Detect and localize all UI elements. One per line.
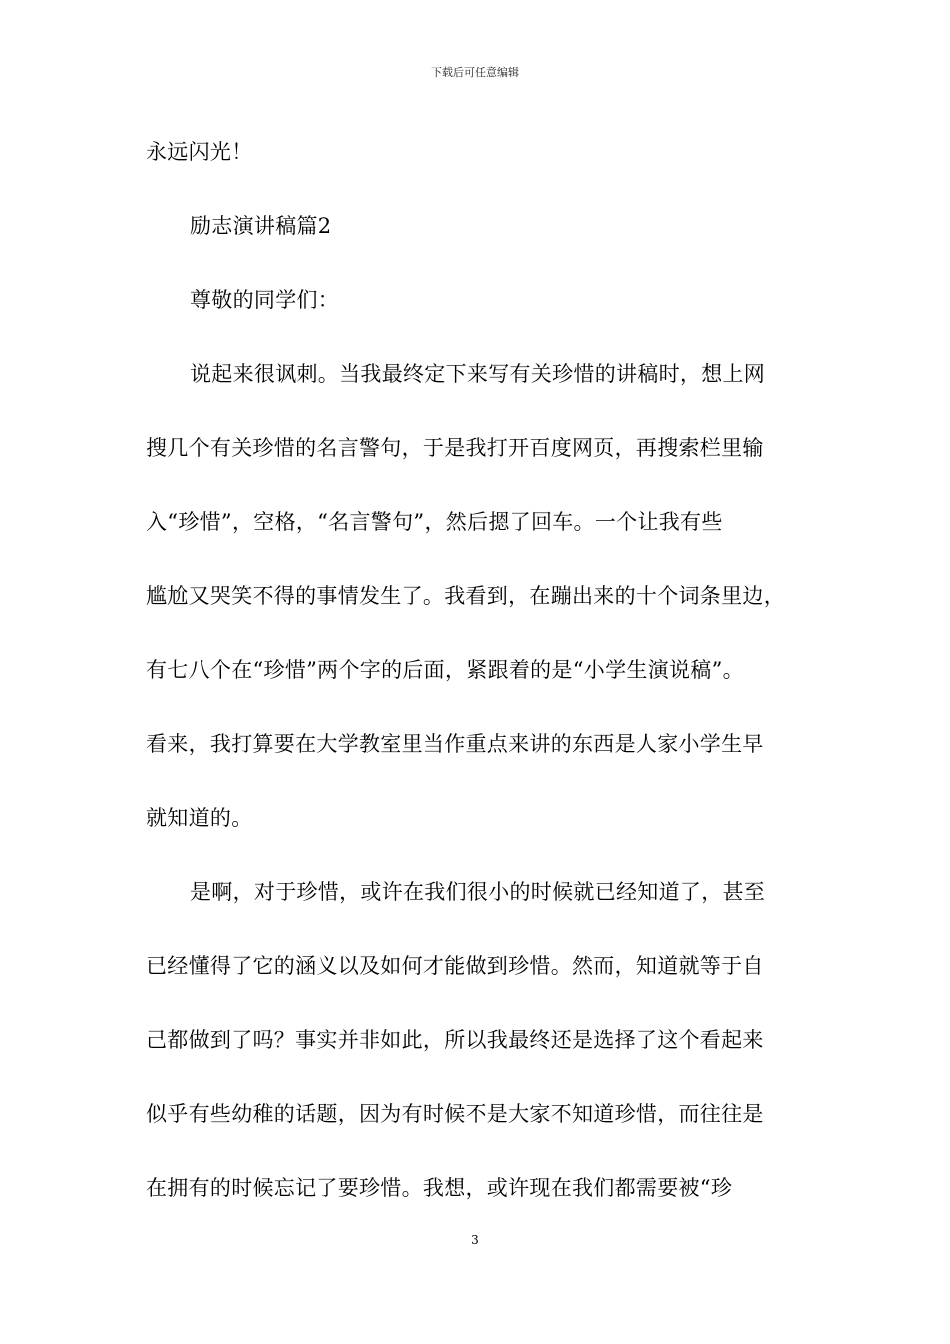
text-line: 尴尬又哭笑不得的事情发生了。我看到，在蹦出来的十个词条里边， <box>146 584 785 608</box>
page-number: 3 <box>471 1233 479 1247</box>
text-line: 永远闪光！ <box>146 140 253 164</box>
section-title: 励志演讲稿篇2 <box>190 214 332 238</box>
text-line: 在拥有的时候忘记了要珍惜。我想，或许现在我们都需要被“珍 <box>146 1176 733 1200</box>
text-line: 已经懂得了它的涵义以及如何才能做到珍惜。然而，知道就等于自 <box>146 954 764 978</box>
text-line: 搜几个有关珍惜的名言警句，于是我打开百度网页，再搜索栏里输 <box>146 436 764 460</box>
text-line: 看来，我打算要在大学教室里当作重点来讲的东西是人家小学生早 <box>146 732 764 756</box>
text-line: 有七八个在“珍惜”两个字的后面，紧跟着的是“小学生演说稿”。 <box>146 658 744 682</box>
text-line: 入“珍惜”，空格，“名言警句”，然后摁了回车。一个让我有些 <box>146 510 723 534</box>
text-line: 说起来很讽刺。当我最终定下来写有关珍惜的讲稿时，想上网 <box>190 362 766 386</box>
text-line: 是啊，对于珍惜，或许在我们很小的时候就已经知道了，甚至 <box>190 880 766 904</box>
text-line: 似乎有些幼稚的话题，因为有时候不是大家不知道珍惜，而往往是 <box>146 1102 764 1126</box>
text-line: 己都做到了吗？事实并非如此，所以我最终还是选择了这个看起来 <box>146 1028 764 1052</box>
salutation: 尊敬的同学们： <box>190 288 340 312</box>
text-line: 就知道的。 <box>146 806 253 830</box>
page-header: 下载后可任意编辑 <box>431 66 519 79</box>
